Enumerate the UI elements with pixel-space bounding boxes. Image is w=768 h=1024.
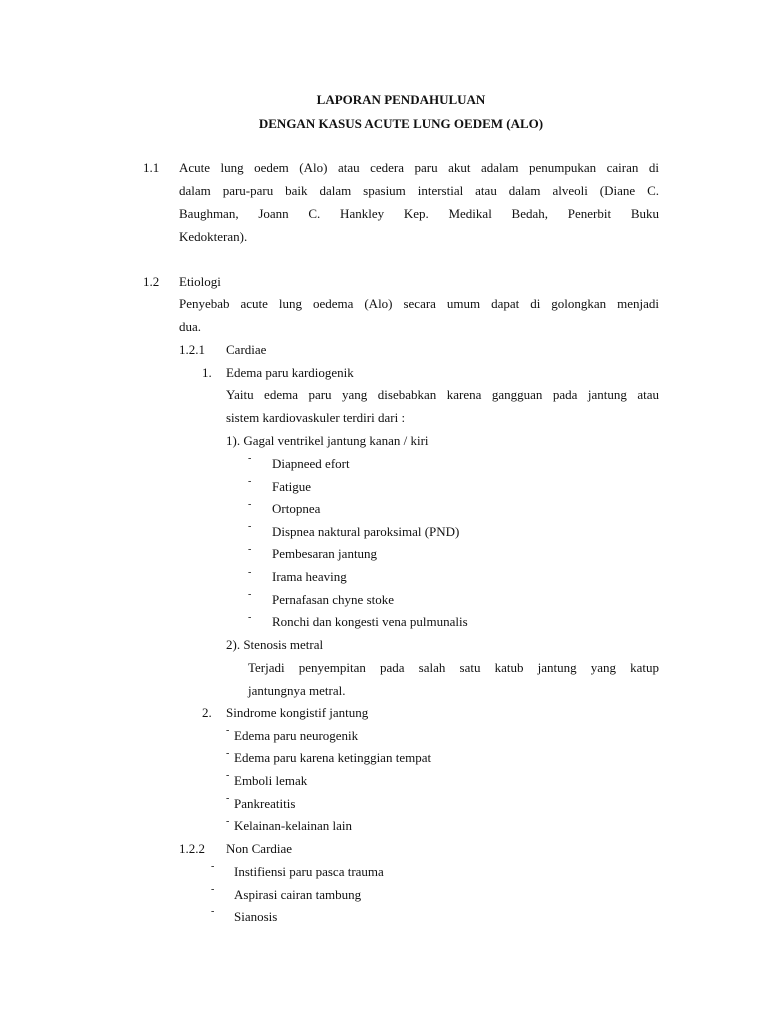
bullet-marker: - <box>226 793 230 804</box>
bullet-marker: - <box>248 453 252 464</box>
bullet-marker: - <box>248 499 252 510</box>
paragraph-line: Acute lung oedem (Alo) atau cedera paru akut adalam penumpukan cairan di <box>179 160 659 175</box>
paragraph-line: jantungnya metral. <box>248 683 346 698</box>
bullet-marker: - <box>248 476 252 487</box>
section-number: 1.2 <box>143 274 160 289</box>
subsection-heading: Non Cardiae <box>226 841 293 856</box>
paragraph-line: Baughman, Joann C. Hankley Kep. Medikal Bedah, Penerbit Buku <box>179 206 659 221</box>
paragraph-line: Kedokteran). <box>179 229 248 244</box>
list-item: Aspirasi cairan tambung <box>234 887 362 902</box>
bullet-marker: - <box>248 544 252 555</box>
list-number: 1. <box>202 365 212 380</box>
paragraph-line: Terjadi penyempitan pada salah satu katub jantung yang katup <box>248 660 659 675</box>
sub-list-label: 2). Stenosis metral <box>226 637 324 652</box>
paragraph-line: dalam paru-paru baik dalam spasium interstial atau dalam alveoli (Diane C. <box>179 183 659 198</box>
list-item: Ortopnea <box>272 501 321 516</box>
subsection-number: 1.2.1 <box>179 342 205 357</box>
list-item: Kelainan-kelainan lain <box>234 818 353 833</box>
bullet-marker: - <box>248 612 252 623</box>
list-item: Sianosis <box>234 909 278 924</box>
paragraph-line: sistem kardiovaskuler terdiri dari : <box>226 410 406 425</box>
list-item: Ronchi dan kongesti vena pulmunalis <box>272 614 468 629</box>
list-item: Edema paru karena ketinggian tempat <box>234 750 432 765</box>
list-item: Emboli lemak <box>234 773 308 788</box>
subsection-heading: Cardiae <box>226 342 267 357</box>
list-item-label: Edema paru kardiogenik <box>226 365 354 380</box>
list-item: Pernafasan chyne stoke <box>272 592 395 607</box>
document-title: LAPORAN PENDAHULUAN <box>316 92 486 107</box>
bullet-marker: - <box>226 816 230 827</box>
list-item: Dispnea naktural paroksimal (PND) <box>272 524 460 539</box>
bullet-marker: - <box>248 521 252 532</box>
bullet-marker: - <box>248 589 252 600</box>
paragraph-line: Penyebab acute lung oedema (Alo) secara umum dapat di golongkan menjadi <box>179 296 659 311</box>
bullet-marker: - <box>226 748 230 759</box>
section-heading: Etiologi <box>179 274 221 289</box>
bullet-marker: - <box>226 770 230 781</box>
document-subtitle: DENGAN KASUS ACUTE LUNG OEDEM (ALO) <box>258 116 544 131</box>
paragraph-line: dua. <box>179 319 202 334</box>
list-item: Diapneed efort <box>272 456 350 471</box>
list-item: Pembesaran jantung <box>272 546 378 561</box>
section-number: 1.1 <box>143 160 160 175</box>
paragraph-line: Yaitu edema paru yang disebabkan karena gangguan pada jantung atau <box>226 387 659 402</box>
bullet-marker: - <box>211 884 215 895</box>
list-item: Fatigue <box>272 479 311 494</box>
list-item: Edema paru neurogenik <box>234 728 359 743</box>
list-item: Instifiensi paru pasca trauma <box>234 864 384 879</box>
bullet-marker: - <box>211 861 215 872</box>
list-item: Pankreatitis <box>234 796 296 811</box>
sub-list-label: 1). Gagal ventrikel jantung kanan / kiri <box>226 433 429 448</box>
bullet-marker: - <box>226 725 230 736</box>
subsection-number: 1.2.2 <box>179 841 205 856</box>
bullet-marker: - <box>248 567 252 578</box>
list-item-label: Sindrome kongistif jantung <box>226 705 369 720</box>
bullet-marker: - <box>211 906 215 917</box>
list-number: 2. <box>202 705 212 720</box>
list-item: Irama heaving <box>272 569 347 584</box>
